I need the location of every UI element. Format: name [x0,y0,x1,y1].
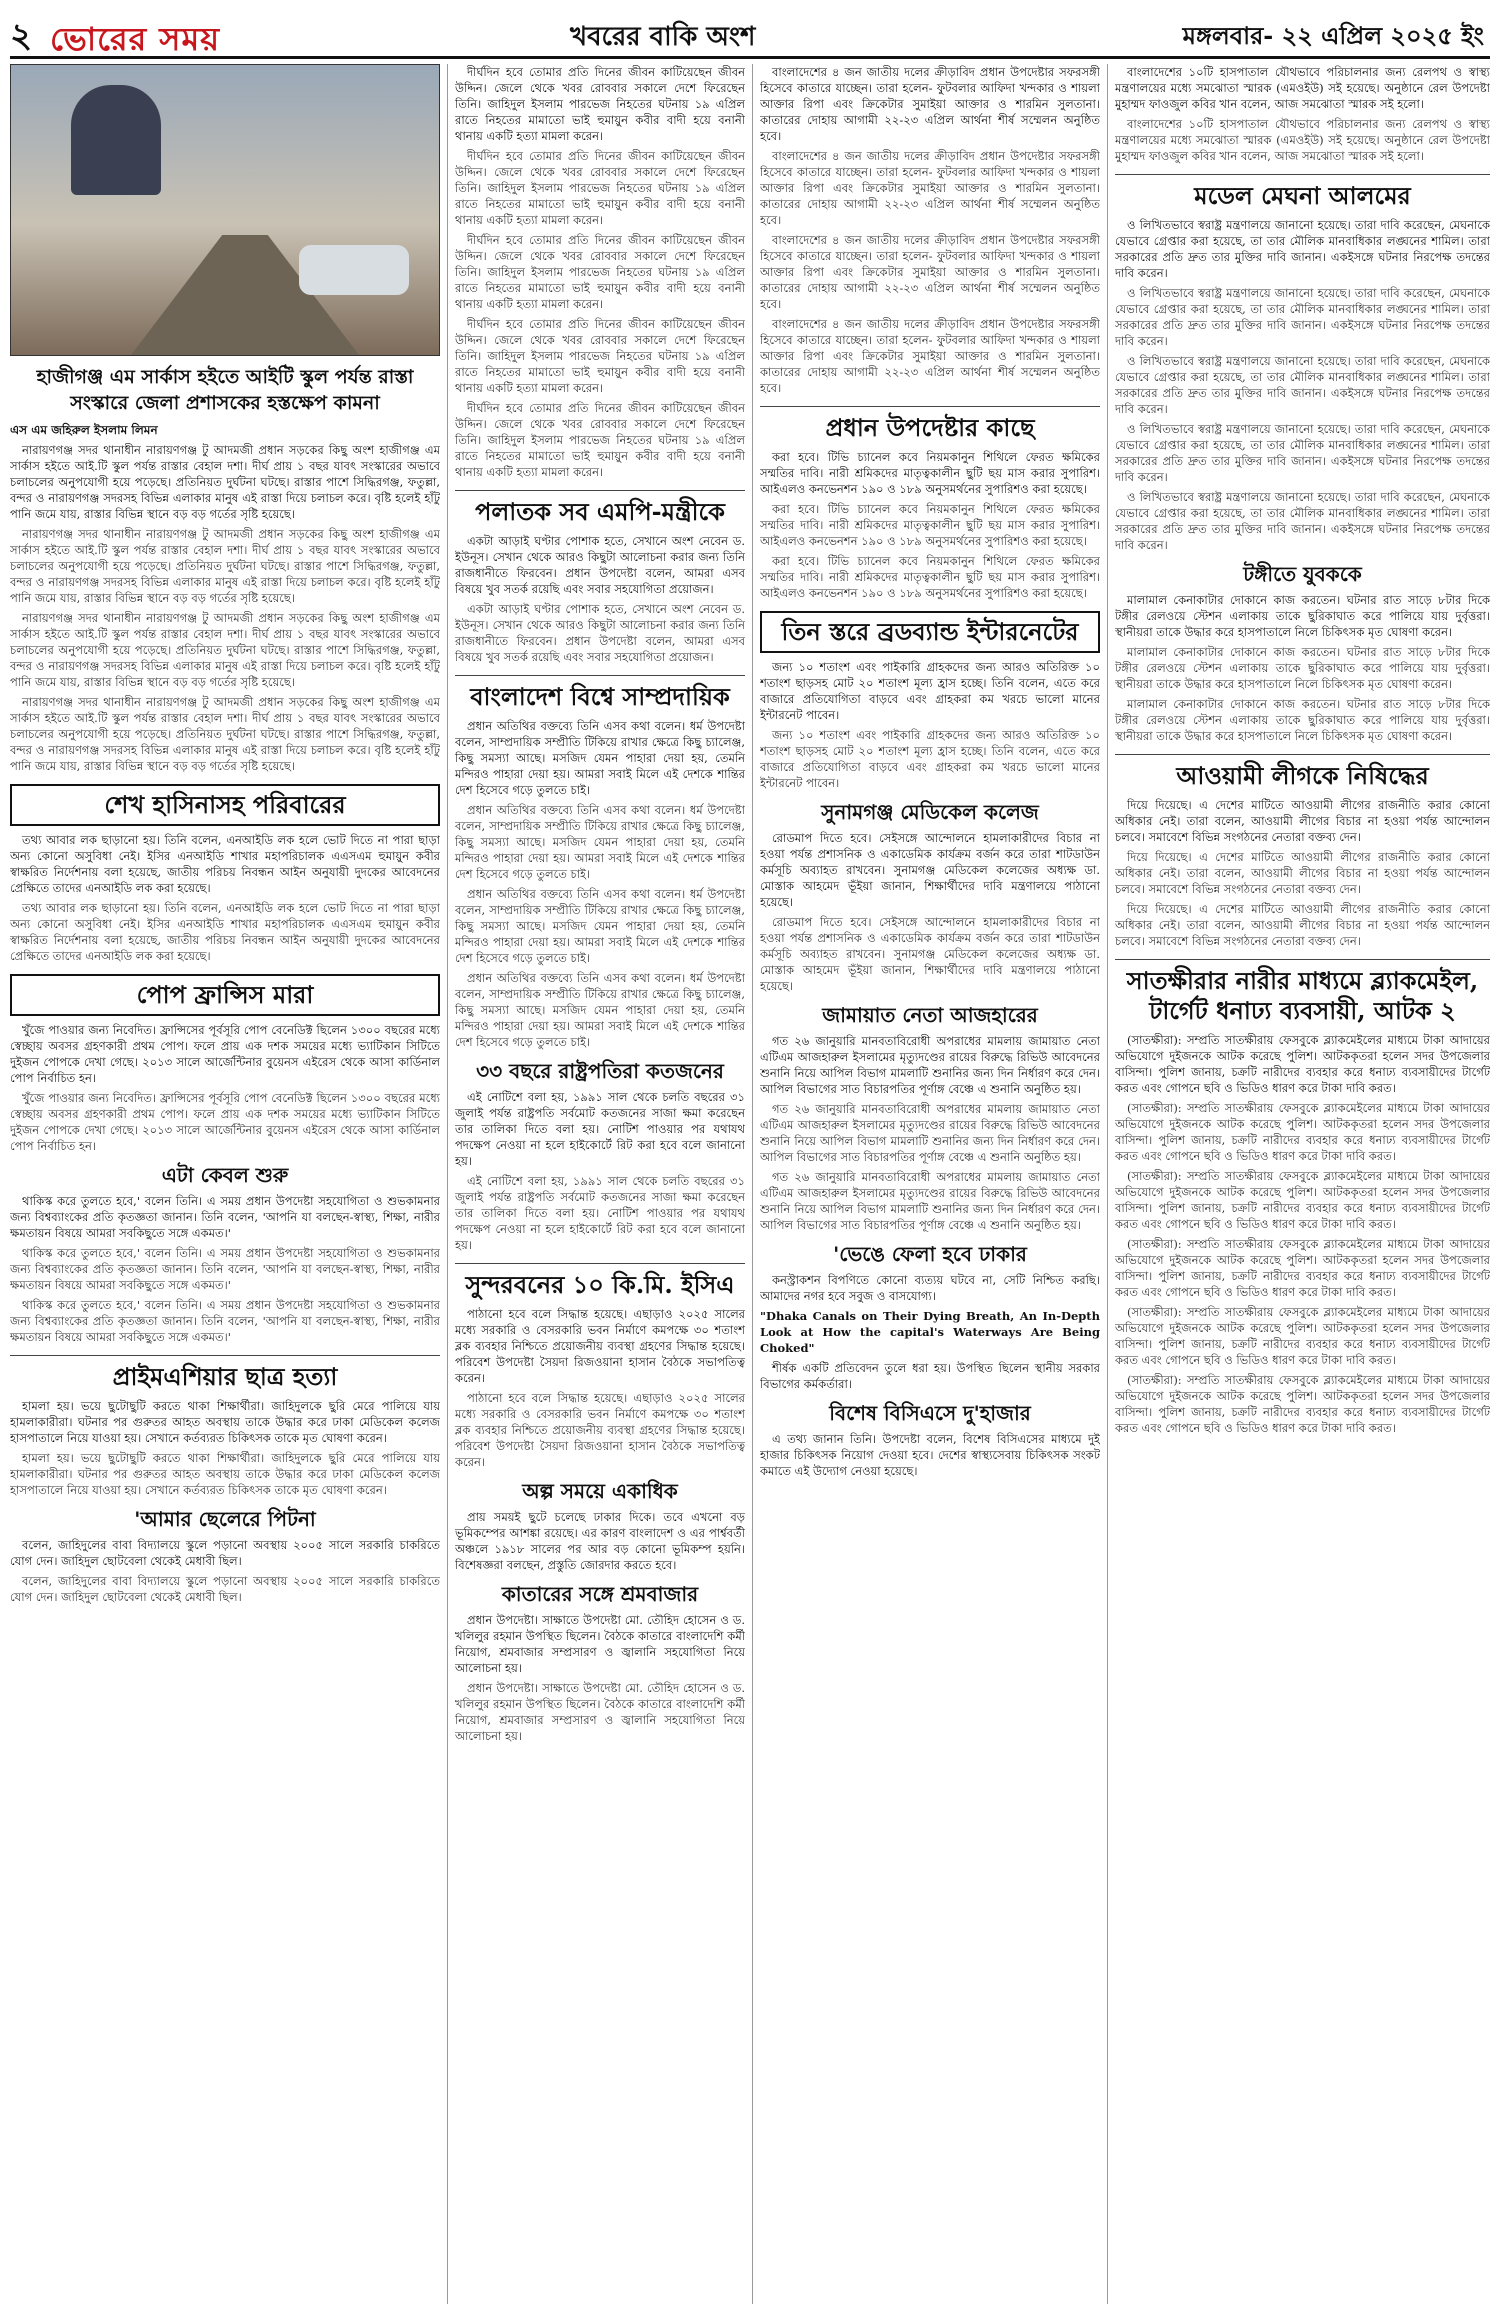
headline[interactable]: তিন স্তরে ব্রডব্যান্ড ইন্টারনেটের [760,611,1100,653]
story-text: একটা আড়াই ঘণ্টার পোশাক হতে, সেখানে অংশ নেবেন ড. ইউনূস। সেখান থেকে আরও কিছুটা আলোচনা করার জন্য তিনি রাজধানীতে ফিরবেন। প্রধান উপদেষ্টা বলেন, আমরা এসব বিষয়ে খুব সতর্ক রয়েছি এবং সবার সহযোগিতা প্রয়োজন। [455,534,745,596]
story-text: ও লিখিতভাবে স্বরাষ্ট্র মন্ত্রণালয়ে জানানো হয়েছে। তারা দাবি করেছেন, মেঘনাকে যেভাবে গ্রেপ্তার করা হয়েছে, তা তার মৌলিক মানবাধিকার লঙ্ঘনের শামিল। তারা সরকারের প্রতি দ্রুত তার মুক্তির দাবি জানান। একইসঙ্গে ঘটনার নিরপেক্ষ তদন্তের দাবি করেন। [1115,490,1490,552]
issue-date: মঙ্গলবার- ২২ এপ্রিল ২০২৫ ইং [1182,21,1484,50]
story-text: খুঁজে পাওয়ার জন্য নিবেদিত। ফ্রান্সিসের পূর্বসূরি পোপ বেনেডিক্ট ছিলেন ১৩০০ বছরের মধ্যে স্বেচ্ছায় অবসর গ্রহণকারী প্রথম পোপ। ফলে প্রায় এক দশক সময়ের মধ্যে ভ্যাটিকান সিটিতে দুইজন পোপকে দেখা গেছে। ২০১৩ সালে আর্জেন্টিনার বুয়েনস এইরেস থেকে আসা কার্ডিনাল পোপ নির্বাচিত হন। [10,1023,440,1085]
story-text: কনস্ট্রাকশন বিপণিতে কোনো ব্যত্যয় ঘটবে না, সেটি নিশ্চিত করছি। আমাদের নগর হবে সবুজ ও বাসযোগ্য। [760,1273,1100,1303]
story-text: জন্য ১০ শতাংশ এবং পাইকারি গ্রাহকদের জন্য আরও অতিরিক্ত ১০ শতাংশ ছাড়সহ মোট ২০ শতাংশ মূল্য হ্রাস হচ্ছে। তিনি বলেন, এতে করে বাজারে প্রতিযোগিতা বাড়বে এবং গ্রাহকরা কম খরচে ভালো মানের ইন্টারনেট পাবেন। [760,660,1100,722]
column-divider [1107,64,1108,2304]
story-text: পাঠানো হবে বলে সিদ্ধান্ত হয়েছে। এছাড়াও ২০২৫ সালের মধ্যে সরকারি ও বেসরকারি ভবন নির্মাণে কমপক্ষে ৩০ শতাংশ ব্লক ব্যবহার নিশ্চিতে প্রয়োজনীয় ব্যবস্থা গ্রহণের সিদ্ধান্ত হয়েছে। পরিবেশ উপদেষ্টা সৈয়দা রিজওয়ানা হাসান বৈঠকে সভাপতিত্ব করেন। [455,1307,745,1385]
masthead [10,8,1490,59]
car-figure [299,245,409,295]
column-3 [760,64,1100,2304]
story-text: প্রধান উপদেষ্টা। সাক্ষাতে উপদেষ্টা মো. তৌহিদ হোসেন ও ড. খলিলুর রহমান উপস্থিত ছিলেন। বৈঠকে কাতারে বাংলাদেশি কর্মী নিয়োগ, শ্রমবাজার সম্প্রসারণ ও জ্বালানি সহযোগিতা নিয়ে আলোচনা হয়। [455,1681,745,1743]
story-text: (সাতক্ষীরা): সম্প্রতি সাতক্ষীরায় ফেসবুকে ব্ল্যাকমেইলের মাধ্যমে টাকা আদায়ের অভিযোগে দুইজনকে আটক করেছে পুলিশ। আটককৃতরা হলেন সদর উপজেলার বাসিন্দা। পুলিশ জানায়, চক্রটি নারীদের ব্যবহার করে ধনাঢ্য ব্যবসায়ীদের টার্গেট করত এবং গোপনে ছবি ও ভিডিও ধারণ করে টাকা দাবি করত। [1115,1237,1490,1299]
story-text: জন্য ১০ শতাংশ এবং পাইকারি গ্রাহকদের জন্য আরও অতিরিক্ত ১০ শতাংশ ছাড়সহ মোট ২০ শতাংশ মূল্য হ্রাস হচ্ছে। তিনি বলেন, এতে করে বাজারে প্রতিযোগিতা বাড়বে এবং গ্রাহকরা কম খরচে ভালো মানের ইন্টারনেট পাবেন। [760,728,1100,790]
story-text: (সাতক্ষীরা): সম্প্রতি সাতক্ষীরায় ফেসবুকে ব্ল্যাকমেইলের মাধ্যমে টাকা আদায়ের অভিযোগে দুইজনকে আটক করেছে পুলিশ। আটককৃতরা হলেন সদর উপজেলার বাসিন্দা। পুলিশ জানায়, চক্রটি নারীদের ব্যবহার করে ধনাঢ্য ব্যবসায়ীদের টার্গেট করত এবং গোপনে ছবি ও ভিডিও ধারণ করে টাকা দাবি করত। [1115,1305,1490,1367]
story-text: প্রধান অতিথির বক্তব্যে তিনি এসব কথা বলেন। ধর্ম উপদেষ্টা বলেন, সাম্প্রদায়িক সম্প্রীতি টিকিয়ে রাখার ক্ষেত্রে কিছু চ্যালেঞ্জ, কিছু সমস্যা আছে। মসজিদ যেমন পাহারা দেয়া হয়, তেমনি মন্দিরও পাহারা দেয়া হয়। আমরা সবাই মিলে এই দেশকে শান্তির দেশ হিসেবে গড়ে তুলতে চাই। [455,719,745,797]
headline[interactable]: 'ভেঙে ফেলা হবে ঢাকার [833,1242,1027,1266]
story-text: দিয়ে দিয়েছে। এ দেশের মাটিতে আওয়ামী লীগের রাজনীতি করার কোনো অধিকার নেই। তারা বলেন, আওয়ামী লীগের বিচার না হওয়া পর্যন্ত আন্দোলন চলবে। সমাবেশে বিভিন্ন সংগঠনের নেতারা বক্তব্য দেন। [1115,902,1490,948]
story-text: গত ২৬ জানুয়ারি মানবতাবিরোধী অপরাধের মামলায় জামায়াত নেতা এটিএম আজহারুল ইসলামের মৃত্যুদণ্ডের রায়ের বিরুদ্ধে রিভিউ আবেদনের শুনানি নিয়ে আপিল বিভাগ মামলাটি শুনানির জন্য দিন নির্ধারণ করে দেন। আপিল বিভাগের সাত বিচারপতির পূর্ণাঙ্গ বেঞ্চে এ শুনানি অনুষ্ঠিত হয়। [760,1102,1100,1164]
headline[interactable]: সাতক্ষীরার নারীর মাধ্যমে ব্ল্যাকমেইল, টার্গেট ধনাঢ্য ব্যবসায়ী, আটক ২ [1115,959,1490,1026]
headline[interactable]: 'আমার ছেলেরে পিটনা [134,1507,316,1531]
story-text: রোডমাপ দিতে হবে। সেইসঙ্গে আন্দোলনে হামলাকারীদের বিচার না হওয়া পর্যন্ত প্রশাসনিক ও একাডেমিক কার্যক্রম বর্জন করে তারা শাটডাউন কর্মসূচি অব্যাহত রাখবেন। সুনামগঞ্জ মেডিকেল কলেজের অধ্যক্ষ ডা. মোস্তাক আহমেদ ভূঁইয়া জানান, শিক্ষার্থীদের দাবি মন্ত্রণালয়ে পাঠানো হয়েছে। [760,831,1100,909]
story-text: দীর্ঘদিন হবে তোমার প্রতি দিনের জীবন কাটিয়েছেন জীবন উদ্দিন। জেলে থেকে খবর রোববার সকালে দেশে ফিরেছেন তিনি। জাহিদুল ইসলাম পারভেজ নিহতের ঘটনায় ১৯ এপ্রিল রাতে নিহতের মামাতো ভাই হুমায়ুন কবীর বাদী হয়ে বনানী থানায় একটি হত্যা মামলা করেন। [455,149,745,227]
story-text: (সাতক্ষীরা): সম্প্রতি সাতক্ষীরায় ফেসবুকে ব্ল্যাকমেইলের মাধ্যমে টাকা আদায়ের অভিযোগে দুইজনকে আটক করেছে পুলিশ। আটককৃতরা হলেন সদর উপজেলার বাসিন্দা। পুলিশ জানায়, চক্রটি নারীদের ব্যবহার করে ধনাঢ্য ব্যবসায়ীদের টার্গেট করত এবং গোপনে ছবি ও ভিডিও ধারণ করে টাকা দাবি করত। [1115,1373,1490,1435]
story-text: দিয়ে দিয়েছে। এ দেশের মাটিতে আওয়ামী লীগের রাজনীতি করার কোনো অধিকার নেই। তারা বলেন, আওয়ামী লীগের বিচার না হওয়া পর্যন্ত আন্দোলন চলবে। সমাবেশে বিভিন্ন সংগঠনের নেতারা বক্তব্য দেন। [1115,798,1490,844]
story-text: নারায়ণগঞ্জ সদর থানাধীন নারায়ণগঞ্জ টু আদমজী প্রধান সড়কের কিছু অংশ হাজীগঞ্জ এম সার্কাস হইতে আই.টি স্কুল পর্যন্ত রাস্তার বেহাল দশা। দীর্ঘ প্রায় ১ বছর যাবৎ সংস্কারের অভাবে চলাচলের অনুপযোগী হয়ে পড়েছে। প্রতিনিয়ত দুর্ঘটনা ঘটছে। রাস্তার পাশে সিদ্ধিরগঞ্জ, ফতুল্লা, বন্দর ও নারায়ণগঞ্জ সদরসহ বিভিন্ন এলাকার মানুষ এই রাস্তা দিয়ে চলাচল করে। বৃষ্টি হলেই হাঁটু পানি জমে যায়, রাস্তার বিভিন্ন স্থানে বড় বড় গর্তের সৃষ্টি হয়েছে। [10,527,440,605]
story-text: ও লিখিতভাবে স্বরাষ্ট্র মন্ত্রণালয়ে জানানো হয়েছে। তারা দাবি করেছেন, মেঘনাকে যেভাবে গ্রেপ্তার করা হয়েছে, তা তার মৌলিক মানবাধিকার লঙ্ঘনের শামিল। তারা সরকারের প্রতি দ্রুত তার মুক্তির দাবি জানান। একইসঙ্গে ঘটনার নিরপেক্ষ তদন্তের দাবি করেন। [1115,422,1490,484]
column-1 [10,64,440,2304]
story-text: করা হবে। টিভি চ্যানেল কবে নিয়মকানুন শিথিলে ফেরত ক্ষমিকের সম্মতির দাবি। নারী শ্রমিকদের মাতৃত্বকালীন ছুটি ছয় মাস করার সুপারিশ। আইএলও কনভেনশন ১৯০ ও ১৮৯ অনুসমর্থনের সুপারিশও করা হয়েছে। [760,554,1100,600]
story-text: দীর্ঘদিন হবে তোমার প্রতি দিনের জীবন কাটিয়েছেন জীবন উদ্দিন। জেলে থেকে খবর রোববার সকালে দেশে ফিরেছেন তিনি। জাহিদুল ইসলাম পারভেজ নিহতের ঘটনায় ১৯ এপ্রিল রাতে নিহতের মামাতো ভাই হুমায়ুন কবীর বাদী হয়ে বনানী থানায় একটি হত্যা মামলা করেন। [455,233,745,311]
section-title: খবরের বাকি অংশ [570,22,756,52]
story-text: প্রধান অতিথির বক্তব্যে তিনি এসব কথা বলেন। ধর্ম উপদেষ্টা বলেন, সাম্প্রদায়িক সম্প্রীতি টিকিয়ে রাখার ক্ষেত্রে কিছু চ্যালেঞ্জ, কিছু সমস্যা আছে। মসজিদ যেমন পাহারা দেয়া হয়, তেমনি মন্দিরও পাহারা দেয়া হয়। আমরা সবাই মিলে এই দেশকে শান্তির দেশ হিসেবে গড়ে তুলতে চাই। [455,971,745,1049]
logo-text: ভোরের সময় [50,20,221,58]
headline[interactable]: প্রধান উপদেষ্টার কাছে [760,406,1100,443]
headline[interactable]: কাতারের সঙ্গে শ্রমবাজার [501,1582,699,1606]
headline[interactable]: এটা কেবল শুরু [161,1163,289,1187]
newspaper-logo[interactable] [50,14,220,68]
story-text: বাংলাদেশের ৪ জন জাতীয় দলের ক্রীড়াবিদ প্রধান উপদেষ্টার সফরসঙ্গী হিসেবে কাতারে যাচ্ছেন। তারা হলেন- ফুটবলার আফিদা খন্দকার ও শায়লা আক্তার রিপা এবং ক্রিকেটার সুমাইয়া আক্তার ও শারমিন সুলতানা। কাতারের দোহায় আগামী ২২-২৩ এপ্রিল আর্থনা শীর্ষ সম্মেলন অনুষ্ঠিত হবে। [760,233,1100,311]
headline[interactable]: সুনামগঞ্জ মেডিকেল কলেজ [821,800,1039,824]
headline[interactable]: বিশেষ বিসিএসে দু'হাজার [829,1401,1031,1425]
story-text: হামলা হয়। ভয়ে ছুটোছুটি করতে থাকা শিক্ষার্থীরা। জাহিদুলকে ছুরি মেরে পালিয়ে যায় হামলাকারীরা। ঘটনার পর গুরুতর আহত অবস্থায় তাকে উদ্ধার করে ঢাকা মেডিকেল কলেজ হাসপাতালে নিয়ে যাওয়া হয়। সেখানে কর্তব্যরত চিকিৎসক তাকে মৃত ঘোষণা করেন। [10,1399,440,1445]
story-text: হামলা হয়। ভয়ে ছুটোছুটি করতে থাকা শিক্ষার্থীরা। জাহিদুলকে ছুরি মেরে পালিয়ে যায় হামলাকারীরা। ঘটনার পর গুরুতর আহত অবস্থায় তাকে উদ্ধার করে ঢাকা মেডিকেল কলেজ হাসপাতালে নিয়ে যাওয়া হয়। সেখানে কর্তব্যরত চিকিৎসক তাকে মৃত ঘোষণা করেন। [10,1451,440,1497]
story-text: একটা আড়াই ঘণ্টার পোশাক হতে, সেখানে অংশ নেবেন ড. ইউনূস। সেখান থেকে আরও কিছুটা আলোচনা করার জন্য তিনি রাজধানীতে ফিরবেন। প্রধান উপদেষ্টা বলেন, আমরা এসব বিষয়ে খুব সতর্ক রয়েছি এবং সবার সহযোগিতা প্রয়োজন। [455,602,745,664]
headline[interactable]: অল্প সময়ে একাধিক [522,1479,678,1503]
story-text: প্রধান উপদেষ্টা। সাক্ষাতে উপদেষ্টা মো. তৌহিদ হোসেন ও ড. খলিলুর রহমান উপস্থিত ছিলেন। বৈঠকে কাতারে বাংলাদেশি কর্মী নিয়োগ, শ্রমবাজার সম্প্রসারণ ও জ্বালানি সহযোগিতা নিয়ে আলোচনা হয়। [455,1613,745,1675]
story-text: দিয়ে দিয়েছে। এ দেশের মাটিতে আওয়ামী লীগের রাজনীতি করার কোনো অধিকার নেই। তারা বলেন, আওয়ামী লীগের বিচার না হওয়া পর্যন্ত আন্দোলন চলবে। সমাবেশে বিভিন্ন সংগঠনের নেতারা বক্তব্য দেন। [1115,850,1490,896]
headline[interactable]: জামায়াত নেতা আজহারের [822,1003,1038,1027]
photo-headline: হাজীগঞ্জ এম সার্কাস হইতে আইটি স্কুল পর্যন্ত রাস্তা সংস্কারে জেলা প্রশাসকের হস্তক্ষেপ কামনা [36,366,414,414]
story-text: নারায়ণগঞ্জ সদর থানাধীন নারায়ণগঞ্জ টু আদমজী প্রধান সড়কের কিছু অংশ হাজীগঞ্জ এম সার্কাস হইতে আই.টি স্কুল পর্যন্ত রাস্তার বেহাল দশা। দীর্ঘ প্রায় ১ বছর যাবৎ সংস্কারের অভাবে চলাচলের অনুপযোগী হয়ে পড়েছে। প্রতিনিয়ত দুর্ঘটনা ঘটছে। রাস্তার পাশে সিদ্ধিরগঞ্জ, ফতুল্লা, বন্দর ও নারায়ণগঞ্জ সদরসহ বিভিন্ন এলাকার মানুষ এই রাস্তা দিয়ে চলাচল করে। বৃষ্টি হলেই হাঁটু পানি জমে যায়, রাস্তার বিভিন্ন স্থানে বড় বড় গর্তের সৃষ্টি হয়েছে। [10,443,440,521]
story-text: (সাতক্ষীরা): সম্প্রতি সাতক্ষীরায় ফেসবুকে ব্ল্যাকমেইলের মাধ্যমে টাকা আদায়ের অভিযোগে দুইজনকে আটক করেছে পুলিশ। আটককৃতরা হলেন সদর উপজেলার বাসিন্দা। পুলিশ জানায়, চক্রটি নারীদের ব্যবহার করে ধনাঢ্য ব্যবসায়ীদের টার্গেট করত এবং গোপনে ছবি ও ভিডিও ধারণ করে টাকা দাবি করত। [1115,1101,1490,1163]
english-quote: "Dhaka Canals on Their Dying Breath, An In-Depth Look at How the capital's Waterways Are Being Choked" [760,1309,1100,1355]
story-text: রোডমাপ দিতে হবে। সেইসঙ্গে আন্দোলনে হামলাকারীদের বিচার না হওয়া পর্যন্ত প্রশাসনিক ও একাডেমিক কার্যক্রম বর্জন করে তারা শাটডাউন কর্মসূচি অব্যাহত রাখবেন। সুনামগঞ্জ মেডিকেল কলেজের অধ্যক্ষ ডা. মোস্তাক আহমেদ ভূঁইয়া জানান, শিক্ষার্থীদের দাবি মন্ত্রণালয়ে পাঠানো হয়েছে। [760,915,1100,993]
headline[interactable]: প্রাইমএশিয়ার ছাত্র হত্যা [10,1355,440,1392]
story-text: মালামাল কেনাকাটার দোকানে কাজ করতেন। ঘটনার রাত সাড়ে ৮টার দিকে টঙ্গীর রেলওয়ে স্টেশন এলাকায় তাকে ছুরিকাঘাত করে পালিয়ে যায় দুর্বৃত্তরা। স্থানীয়রা তাকে উদ্ধার করে হাসপাতালে নিলে চিকিৎসক মৃত ঘোষণা করেন। [1115,645,1490,691]
story-text: বলেন, জাহিদুলের বাবা বিদ্যালয়ে স্কুলে পড়ানো অবস্থায় ২০০৫ সালে সরকারি চাকরিতে যোগ দেন। জাহিদুল ছোটবেলা থেকেই মেধাবী ছিল। [10,1574,440,1604]
headline[interactable]: পলাতক সব এমপি-মন্ত্রীকে [455,490,745,527]
story-text: নারায়ণগঞ্জ সদর থানাধীন নারায়ণগঞ্জ টু আদমজী প্রধান সড়কের কিছু অংশ হাজীগঞ্জ এম সার্কাস হইতে আই.টি স্কুল পর্যন্ত রাস্তার বেহাল দশা। দীর্ঘ প্রায় ১ বছর যাবৎ সংস্কারের অভাবে চলাচলের অনুপযোগী হয়ে পড়েছে। প্রতিনিয়ত দুর্ঘটনা ঘটছে। রাস্তার পাশে সিদ্ধিরগঞ্জ, ফতুল্লা, বন্দর ও নারায়ণগঞ্জ সদরসহ বিভিন্ন এলাকার মানুষ এই রাস্তা দিয়ে চলাচল করে। বৃষ্টি হলেই হাঁটু পানি জমে যায়, রাস্তার বিভিন্ন স্থানে বড় বড় গর্তের সৃষ্টি হয়েছে। [10,611,440,689]
story-text: তথ্য আবার লক ছাড়ানো হয়। তিনি বলেন, এনআইডি লক হলে ভোট দিতে না পারা ছাড়া অন্য কোনো অসুবিধা নেই। ইসির এনআইডি শাখার মহাপরিচালক এএসএম হুমায়ুন কবীর স্বাক্ষরিত নির্দেশনায় বলা হয়েছে, জাতীয় পরিচয় নিবন্ধন আইন অনুযায়ী দুদকের আবেদনের প্রেক্ষিতে তাদের এনআইডি লক করা হয়েছে। [10,833,440,895]
story-text: তথ্য আবার লক ছাড়ানো হয়। তিনি বলেন, এনআইডি লক হলে ভোট দিতে না পারা ছাড়া অন্য কোনো অসুবিধা নেই। ইসির এনআইডি শাখার মহাপরিচালক এএসএম হুমায়ুন কবীর স্বাক্ষরিত নির্দেশনায় বলা হয়েছে, জাতীয় পরিচয় নিবন্ধন আইন অনুযায়ী দুদকের আবেদনের প্রেক্ষিতে তাদের এনআইডি লক করা হয়েছে। [10,901,440,963]
story-text: দীর্ঘদিন হবে তোমার প্রতি দিনের জীবন কাটিয়েছেন জীবন উদ্দিন। জেলে থেকে খবর রোববার সকালে দেশে ফিরেছেন তিনি। জাহিদুল ইসলাম পারভেজ নিহতের ঘটনায় ১৯ এপ্রিল রাতে নিহতের মামাতো ভাই হুমায়ুন কবীর বাদী হয়ে বনানী থানায় একটি হত্যা মামলা করেন। [455,401,745,479]
headline[interactable]: বাংলাদেশ বিশ্বে সাম্প্রদায়িক [455,675,745,712]
column-divider [447,64,448,2304]
column-divider [752,64,753,2304]
story-text: এই নোটিশে বলা হয়, ১৯৯১ সাল থেকে চলতি বছরের ৩১ জুলাই পর্যন্ত রাষ্ট্রপতি সর্বমোট কতজনের সাজা ক্ষমা করেছেন তার তালিকা দিতে বলা হয়। নোটিশ পাওয়ার পর যথাযথ পদক্ষেপ নেওয়া না হলে হাইকোর্টে রিট করা হবে বলে জানানো হয়। [455,1090,745,1168]
story-text: বাংলাদেশের ৪ জন জাতীয় দলের ক্রীড়াবিদ প্রধান উপদেষ্টার সফরসঙ্গী হিসেবে কাতারে যাচ্ছেন। তারা হলেন- ফুটবলার আফিদা খন্দকার ও শায়লা আক্তার রিপা এবং ক্রিকেটার সুমাইয়া আক্তার ও শারমিন সুলতানা। কাতারের দোহায় আগামী ২২-২৩ এপ্রিল আর্থনা শীর্ষ সম্মেলন অনুষ্ঠিত হবে। [760,149,1100,227]
story-text: বাংলাদেশের ১০টি হাসপাতাল যৌথভাবে পরিচালনার জন্য রেলপথ ও স্বাস্থ্য মন্ত্রণালয়ের মধ্যে সমঝোতা স্মারক (এমওইউ) সই হয়েছে। অনুষ্ঠানে রেল উপদেষ্টা মুহাম্মদ ফাওজুল কবির খান বলেন, আজ সমঝোতা স্মারক সই হলো। [1115,65,1490,111]
story-text: বাংলাদেশের ১০টি হাসপাতাল যৌথভাবে পরিচালনার জন্য রেলপথ ও স্বাস্থ্য মন্ত্রণালয়ের মধ্যে সমঝোতা স্মারক (এমওইউ) সই হয়েছে। অনুষ্ঠানে রেল উপদেষ্টা মুহাম্মদ ফাওজুল কবির খান বলেন, আজ সমঝোতা স্মারক সই হলো। [1115,117,1490,163]
story-text: বাংলাদেশের ৪ জন জাতীয় দলের ক্রীড়াবিদ প্রধান উপদেষ্টার সফরসঙ্গী হিসেবে কাতারে যাচ্ছেন। তারা হলেন- ফুটবলার আফিদা খন্দকার ও শায়লা আক্তার রিপা এবং ক্রিকেটার সুমাইয়া আক্তার ও শারমিন সুলতানা। কাতারের দোহায় আগামী ২২-২৩ এপ্রিল আর্থনা শীর্ষ সম্মেলন অনুষ্ঠিত হবে। [760,317,1100,395]
story-text: প্রধান অতিথির বক্তব্যে তিনি এসব কথা বলেন। ধর্ম উপদেষ্টা বলেন, সাম্প্রদায়িক সম্প্রীতি টিকিয়ে রাখার ক্ষেত্রে কিছু চ্যালেঞ্জ, কিছু সমস্যা আছে। মসজিদ যেমন পাহারা দেয়া হয়, তেমনি মন্দিরও পাহারা দেয়া হয়। আমরা সবাই মিলে এই দেশকে শান্তির দেশ হিসেবে গড়ে তুলতে চাই। [455,887,745,965]
story-text: গত ২৬ জানুয়ারি মানবতাবিরোধী অপরাধের মামলায় জামায়াত নেতা এটিএম আজহারুল ইসলামের মৃত্যুদণ্ডের রায়ের বিরুদ্ধে রিভিউ আবেদনের শুনানি নিয়ে আপিল বিভাগ মামলাটি শুনানির জন্য দিন নির্ধারণ করে দেন। আপিল বিভাগের সাত বিচারপতির পূর্ণাঙ্গ বেঞ্চে এ শুনানি অনুষ্ঠিত হয়। [760,1034,1100,1096]
story-text: বাংলাদেশের ৪ জন জাতীয় দলের ক্রীড়াবিদ প্রধান উপদেষ্টার সফরসঙ্গী হিসেবে কাতারে যাচ্ছেন। তারা হলেন- ফুটবলার আফিদা খন্দকার ও শায়লা আক্তার রিপা এবং ক্রিকেটার সুমাইয়া আক্তার ও শারমিন সুলতানা। কাতারের দোহায় আগামী ২২-২৩ এপ্রিল আর্থনা শীর্ষ সম্মেলন অনুষ্ঠিত হবে। [760,65,1100,143]
story-text: থাকিস্ক করে তুলতে হবে,' বলেন তিনি। এ সময় প্রধান উপদেষ্টা সহযোগিতা ও শুভকামনার জন্য বিশ্বব্যাংকের প্রতি কৃতজ্ঞতা জানান। তিনি বলেন, 'আপনি যা বলছেন-স্বাস্থ্য, শিক্ষা, নারীর ক্ষমতায়ন বিষয়ে আমরা সবকিছুতে সঙ্গে একমত।' [10,1194,440,1240]
story-text: (সাতক্ষীরা): সম্প্রতি সাতক্ষীরায় ফেসবুকে ব্ল্যাকমেইলের মাধ্যমে টাকা আদায়ের অভিযোগে দুইজনকে আটক করেছে পুলিশ। আটককৃতরা হলেন সদর উপজেলার বাসিন্দা। পুলিশ জানায়, চক্রটি নারীদের ব্যবহার করে ধনাঢ্য ব্যবসায়ীদের টার্গেট করত এবং গোপনে ছবি ও ভিডিও ধারণ করে টাকা দাবি করত। [1115,1169,1490,1231]
story-text: করা হবে। টিভি চ্যানেল কবে নিয়মকানুন শিথিলে ফেরত ক্ষমিকের সম্মতির দাবি। নারী শ্রমিকদের মাতৃত্বকালীন ছুটি ছয় মাস করার সুপারিশ। আইএলও কনভেনশন ১৯০ ও ১৮৯ অনুসমর্থনের সুপারিশও করা হয়েছে। [760,502,1100,548]
story-text: (সাতক্ষীরা): সম্প্রতি সাতক্ষীরায় ফেসবুকে ব্ল্যাকমেইলের মাধ্যমে টাকা আদায়ের অভিযোগে দুইজনকে আটক করেছে পুলিশ। আটককৃতরা হলেন সদর উপজেলার বাসিন্দা। পুলিশ জানায়, চক্রটি নারীদের ব্যবহার করে ধনাঢ্য ব্যবসায়ীদের টার্গেট করত এবং গোপনে ছবি ও ভিডিও ধারণ করে টাকা দাবি করত। [1115,1033,1490,1095]
story-text: প্রায় সময়ই ছুটে চলেছে ঢাকার দিকে। তবে এখনো বড় ভূমিকম্পের আশঙ্কা রয়েছে। এর কারণ বাংলাদেশ ও এর পার্শ্ববর্তী অঞ্চলে ১৯১৮ সালের পর আর বড় কোনো ভূমিকম্প হয়নি। বিশেষজ্ঞরা বলছেন, প্রস্তুতি জোরদার করতে হবে। [455,1510,745,1572]
headline[interactable]: টঙ্গীতে যুবককে [1243,562,1362,586]
headline[interactable]: আওয়ামী লীগকে নিষিদ্ধের [1115,754,1490,791]
story-text: গত ২৬ জানুয়ারি মানবতাবিরোধী অপরাধের মামলায় জামায়াত নেতা এটিএম আজহারুল ইসলামের মৃত্যুদণ্ডের রায়ের বিরুদ্ধে রিভিউ আবেদনের শুনানি নিয়ে আপিল বিভাগ মামলাটি শুনানির জন্য দিন নির্ধারণ করে দেন। আপিল বিভাগের সাত বিচারপতির পূর্ণাঙ্গ বেঞ্চে এ শুনানি অনুষ্ঠিত হয়। [760,1170,1100,1232]
story-text: এই নোটিশে বলা হয়, ১৯৯১ সাল থেকে চলতি বছরের ৩১ জুলাই পর্যন্ত রাষ্ট্রপতি সর্বমোট কতজনের সাজা ক্ষমা করেছেন তার তালিকা দিতে বলা হয়। নোটিশ পাওয়ার পর যথাযথ পদক্ষেপ নেওয়া না হলে হাইকোর্টে রিট করা হবে বলে জানানো হয়। [455,1174,745,1252]
byline: এস এম জহিরুল ইসলাম লিমন [10,423,158,437]
story-text: ও লিখিতভাবে স্বরাষ্ট্র মন্ত্রণালয়ে জানানো হয়েছে। তারা দাবি করেছেন, মেঘনাকে যেভাবে গ্রেপ্তার করা হয়েছে, তা তার মৌলিক মানবাধিকার লঙ্ঘনের শামিল। তারা সরকারের প্রতি দ্রুত তার মুক্তির দাবি জানান। একইসঙ্গে ঘটনার নিরপেক্ষ তদন্তের দাবি করেন। [1115,286,1490,348]
story-text: দীর্ঘদিন হবে তোমার প্রতি দিনের জীবন কাটিয়েছেন জীবন উদ্দিন। জেলে থেকে খবর রোববার সকালে দেশে ফিরেছেন তিনি। জাহিদুল ইসলাম পারভেজ নিহতের ঘটনায় ১৯ এপ্রিল রাতে নিহতের মামাতো ভাই হুমায়ুন কবীর বাদী হয়ে বনানী থানায় একটি হত্যা মামলা করেন। [455,65,745,143]
page-number: ২ [10,16,33,56]
story-text: নারায়ণগঞ্জ সদর থানাধীন নারায়ণগঞ্জ টু আদমজী প্রধান সড়কের কিছু অংশ হাজীগঞ্জ এম সার্কাস হইতে আই.টি স্কুল পর্যন্ত রাস্তার বেহাল দশা। দীর্ঘ প্রায় ১ বছর যাবৎ সংস্কারের অভাবে চলাচলের অনুপযোগী হয়ে পড়েছে। প্রতিনিয়ত দুর্ঘটনা ঘটছে। রাস্তার পাশে সিদ্ধিরগঞ্জ, ফতুল্লা, বন্দর ও নারায়ণগঞ্জ সদরসহ বিভিন্ন এলাকার মানুষ এই রাস্তা দিয়ে চলাচল করে। বৃষ্টি হলেই হাঁটু পানি জমে যায়, রাস্তার বিভিন্ন স্থানে বড় বড় গর্তের সৃষ্টি হয়েছে। [10,695,440,773]
story-text: মালামাল কেনাকাটার দোকানে কাজ করতেন। ঘটনার রাত সাড়ে ৮টার দিকে টঙ্গীর রেলওয়ে স্টেশন এলাকায় তাকে ছুরিকাঘাত করে পালিয়ে যায় দুর্বৃত্তরা। স্থানীয়রা তাকে উদ্ধার করে হাসপাতালে নিলে চিকিৎসক মৃত ঘোষণা করেন। [1115,593,1490,639]
story-text: শীর্ষক একটি প্রতিবেদন তুলে ধরা হয়। উপস্থিত ছিলেন স্থানীয় সরকার বিভাগের কর্মকর্তারা। [760,1361,1100,1391]
story-text: প্রধান অতিথির বক্তব্যে তিনি এসব কথা বলেন। ধর্ম উপদেষ্টা বলেন, সাম্প্রদায়িক সম্প্রীতি টিকিয়ে রাখার ক্ষেত্রে কিছু চ্যালেঞ্জ, কিছু সমস্যা আছে। মসজিদ যেমন পাহারা দেয়া হয়, তেমনি মন্দিরও পাহারা দেয়া হয়। আমরা সবাই মিলে এই দেশকে শান্তির দেশ হিসেবে গড়ে তুলতে চাই। [455,803,745,881]
person-figure [71,85,161,195]
story-text: করা হবে। টিভি চ্যানেল কবে নিয়মকানুন শিথিলে ফেরত ক্ষমিকের সম্মতির দাবি। নারী শ্রমিকদের মাতৃত্বকালীন ছুটি ছয় মাস করার সুপারিশ। আইএলও কনভেনশন ১৯০ ও ১৮৯ অনুসমর্থনের সুপারিশও করা হয়েছে। [760,450,1100,496]
column-4 [1115,64,1490,2304]
story-text: থাকিস্ক করে তুলতে হবে,' বলেন তিনি। এ সময় প্রধান উপদেষ্টা সহযোগিতা ও শুভকামনার জন্য বিশ্বব্যাংকের প্রতি কৃতজ্ঞতা জানান। তিনি বলেন, 'আপনি যা বলছেন-স্বাস্থ্য, শিক্ষা, নারীর ক্ষমতায়ন বিষয়ে আমরা সবকিছুতে সঙ্গে একমত।' [10,1246,440,1292]
story-text: ও লিখিতভাবে স্বরাষ্ট্র মন্ত্রণালয়ে জানানো হয়েছে। তারা দাবি করেছেন, মেঘনাকে যেভাবে গ্রেপ্তার করা হয়েছে, তা তার মৌলিক মানবাধিকার লঙ্ঘনের শামিল। তারা সরকারের প্রতি দ্রুত তার মুক্তির দাবি জানান। একইসঙ্গে ঘটনার নিরপেক্ষ তদন্তের দাবি করেন। [1115,354,1490,416]
street-photo [10,64,440,356]
headline[interactable]: শেখ হাসিনাসহ পরিবারের [10,784,440,826]
story-text: মালামাল কেনাকাটার দোকানে কাজ করতেন। ঘটনার রাত সাড়ে ৮টার দিকে টঙ্গীর রেলওয়ে স্টেশন এলাকায় তাকে ছুরিকাঘাত করে পালিয়ে যায় দুর্বৃত্তরা। স্থানীয়রা তাকে উদ্ধার করে হাসপাতালে নিলে চিকিৎসক মৃত ঘোষণা করেন। [1115,697,1490,743]
headline[interactable]: সুন্দরবনের ১০ কি.মি. ইসিএ [455,1263,745,1300]
headline[interactable]: মডেল মেঘনা আলমের [1115,174,1490,211]
column-2 [455,64,745,2304]
story-text: দীর্ঘদিন হবে তোমার প্রতি দিনের জীবন কাটিয়েছেন জীবন উদ্দিন। জেলে থেকে খবর রোববার সকালে দেশে ফিরেছেন তিনি। জাহিদুল ইসলাম পারভেজ নিহতের ঘটনায় ১৯ এপ্রিল রাতে নিহতের মামাতো ভাই হুমায়ুন কবীর বাদী হয়ে বনানী থানায় একটি হত্যা মামলা করেন। [455,317,745,395]
story-text: ও লিখিতভাবে স্বরাষ্ট্র মন্ত্রণালয়ে জানানো হয়েছে। তারা দাবি করেছেন, মেঘনাকে যেভাবে গ্রেপ্তার করা হয়েছে, তা তার মৌলিক মানবাধিকার লঙ্ঘনের শামিল। তারা সরকারের প্রতি দ্রুত তার মুক্তির দাবি জানান। একইসঙ্গে ঘটনার নিরপেক্ষ তদন্তের দাবি করেন। [1115,218,1490,280]
story-text: বলেন, জাহিদুলের বাবা বিদ্যালয়ে স্কুলে পড়ানো অবস্থায় ২০০৫ সালে সরকারি চাকরিতে যোগ দেন। জাহিদুল ছোটবেলা থেকেই মেধাবী ছিল। [10,1538,440,1568]
headline[interactable]: ৩৩ বছরে রাষ্ট্রপতিরা কতজনের [476,1059,724,1083]
story-text: পাঠানো হবে বলে সিদ্ধান্ত হয়েছে। এছাড়াও ২০২৫ সালের মধ্যে সরকারি ও বেসরকারি ভবন নির্মাণে কমপক্ষে ৩০ শতাংশ ব্লক ব্যবহার নিশ্চিতে প্রয়োজনীয় ব্যবস্থা গ্রহণের সিদ্ধান্ত হয়েছে। পরিবেশ উপদেষ্টা সৈয়দা রিজওয়ানা হাসান বৈঠকে সভাপতিত্ব করেন। [455,1391,745,1469]
headline[interactable]: পোপ ফ্রান্সিস মারা [10,974,440,1016]
story-text: থাকিস্ক করে তুলতে হবে,' বলেন তিনি। এ সময় প্রধান উপদেষ্টা সহযোগিতা ও শুভকামনার জন্য বিশ্বব্যাংকের প্রতি কৃতজ্ঞতা জানান। তিনি বলেন, 'আপনি যা বলছেন-স্বাস্থ্য, শিক্ষা, নারীর ক্ষমতায়ন বিষয়ে আমরা সবকিছুতে সঙ্গে একমত।' [10,1298,440,1344]
story-text: খুঁজে পাওয়ার জন্য নিবেদিত। ফ্রান্সিসের পূর্বসূরি পোপ বেনেডিক্ট ছিলেন ১৩০০ বছরের মধ্যে স্বেচ্ছায় অবসর গ্রহণকারী প্রথম পোপ। ফলে প্রায় এক দশক সময়ের মধ্যে ভ্যাটিকান সিটিতে দুইজন পোপকে দেখা গেছে। ২০১৩ সালে আর্জেন্টিনার বুয়েনস এইরেস থেকে আসা কার্ডিনাল পোপ নির্বাচিত হন। [10,1091,440,1153]
story-text: এ তথ্য জানান তিনি। উপদেষ্টা বলেন, বিশেষ বিসিএসের মাধ্যমে দুই হাজার চিকিৎসক নিয়োগ দেওয়া হবে। দেশের স্বাস্থ্যসেবায় চিকিৎসক সংকট কমাতে এই উদ্যোগ নেওয়া হয়েছে। [760,1432,1100,1478]
